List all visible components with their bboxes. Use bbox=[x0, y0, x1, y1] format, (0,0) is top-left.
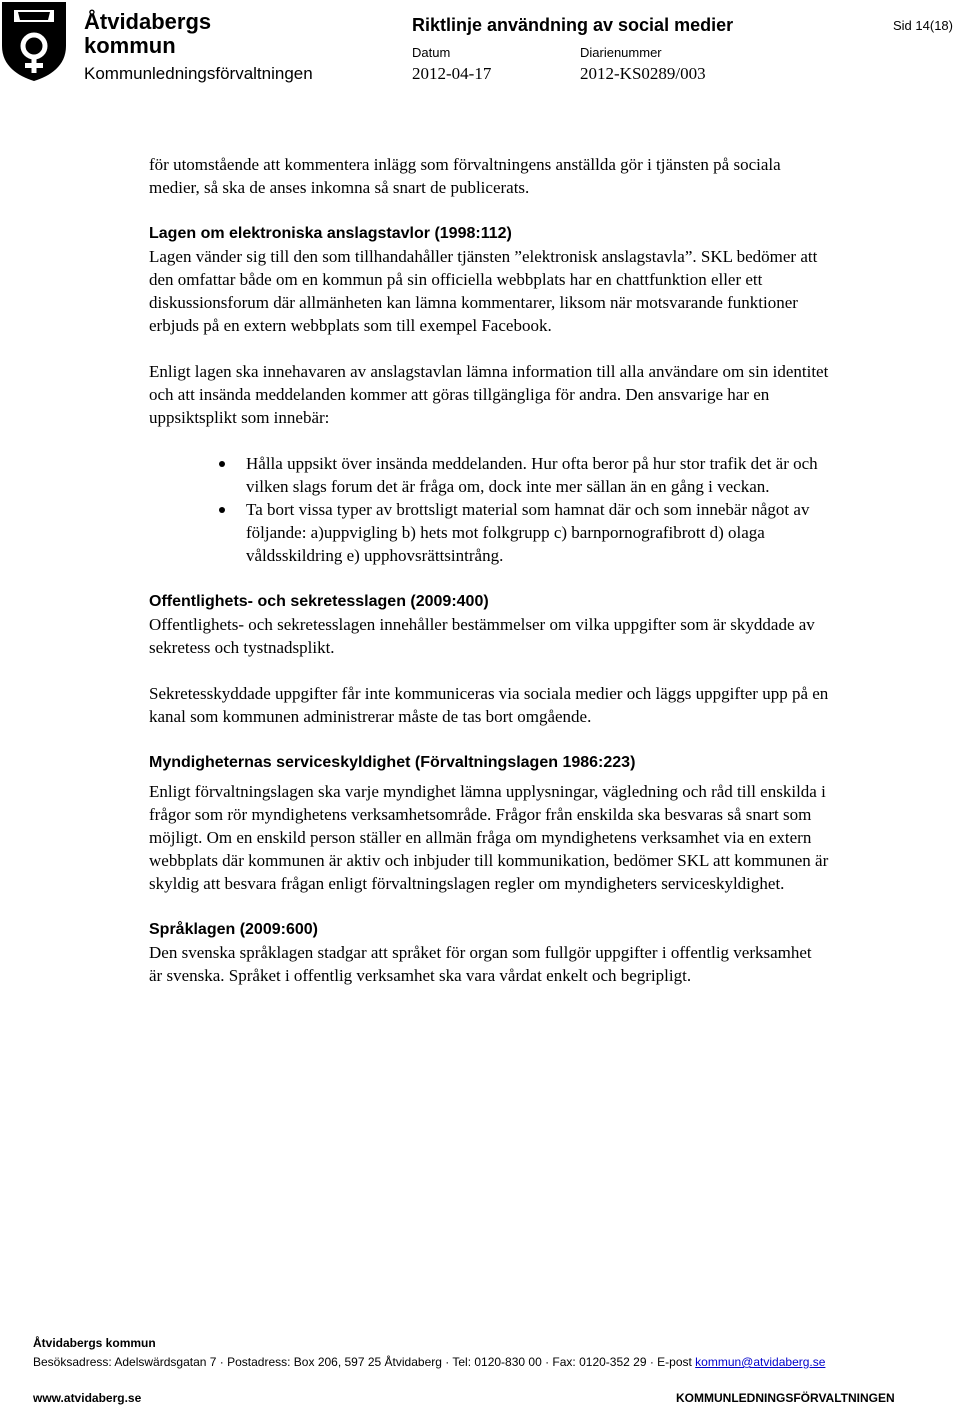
footer-website[interactable]: www.atvidaberg.se bbox=[33, 1391, 142, 1405]
page-number: Sid 14(18) bbox=[893, 18, 953, 33]
bullet-item: Ta bort vissa typer av brottsligt material som hamnat där och som innebär något av följande: a)uppvigling b) hets mot folkgrupp c) barnpornografibrott d) olaga våldsskildring e) upphovsrättsintrång. bbox=[149, 498, 829, 567]
footer-org: Åtvidabergs kommun bbox=[33, 1336, 156, 1350]
footer-address: Besöksadress: Adelswärdsgatan 7 · Postadress: Box 206, 597 25 Åtvidaberg · Tel: 0120-830 00 · Fax: 0120-352 29 · E-post bbox=[33, 1355, 696, 1369]
org-name-line1: Åtvidabergs bbox=[84, 9, 212, 34]
paragraph: Offentlighets- och sekretesslagen innehåller bestämmelser om vilka uppgifter som är skyddade av sekretess och tystnadsplikt. bbox=[149, 615, 815, 657]
section-heading-sekretesslagen: Offentlighets- och sekretesslagen (2009:400) bbox=[149, 593, 489, 610]
municipality-logo bbox=[0, 0, 68, 82]
org-name bbox=[84, 10, 211, 58]
intro-paragraph: för utomstående att kommentera inlägg som förvaltningens anställda gör i tjänsten på sociala medier, så ska de anses inkomna så snart de publicerats. bbox=[149, 155, 781, 197]
bullet-list bbox=[149, 452, 829, 567]
paragraph: Lagen vänder sig till den som tillhandahåller tjänsten ”elektronisk anslagstavla”. SKL bedömer att den omfattar både om en kommun på sin officiella webbplats har en chattfunktion eller ett diskussionsforum där allmänheten kan lämna kommentarer, liksom när motsvarande funktioner erbjuds på en extern webbplats som till exempel Facebook. bbox=[149, 247, 818, 335]
paragraph: Enligt lagen ska innehavaren av anslagstavlan lämna information till alla användare om sin identitet och att insända meddelanden kommer att göras tillgängliga för andra. Den ansvarige har en uppsiktsplikt som innebär: bbox=[149, 362, 829, 427]
paragraph: Enligt förvaltningslagen ska varje myndighet lämna upplysningar, vägledning och råd till enskilda i frågor som rör myndighetens verksamhetsområde. Frågor från enskilda ska besvaras så snart som möjligt. Om en enskild person ställer en allmän fråga om myndighetens verksamhet via en extern webbplats där kommunen är aktiv och inbjuder till kommunikation, bedömer SKL att kommunen är skyldig att besvara frågan enligt förvaltningslagen regler om myndigheters serviceskyldighet. bbox=[149, 782, 829, 893]
date-value: 2012-04-17 bbox=[412, 64, 492, 83]
date-label: Datum bbox=[412, 45, 451, 60]
org-department: Kommunledningsförvaltningen bbox=[84, 64, 313, 83]
document-body bbox=[149, 153, 829, 987]
document-title: Riktlinje användning av social medier bbox=[412, 15, 734, 35]
section-heading-spraklagen: Språklagen (2009:600) bbox=[149, 921, 318, 938]
section-heading-serviceskyldighet: Myndigheternas serviceskyldighet (Förvaltningslagen 1986:223) bbox=[149, 754, 636, 771]
paragraph: Den svenska språklagen stadgar att språket för organ som fullgör uppgifter i offentlig verksamhet är svenska. Språket i offentlig verksamhet ska vara vårdat enkelt och begripligt. bbox=[149, 943, 812, 985]
paragraph: Sekretesskyddade uppgifter får inte kommuniceras via sociala medier och läggs uppgifter upp på en kanal som kommunen administrerar måste de tas bort omgående. bbox=[149, 684, 829, 726]
reg-number-value: 2012-KS0289/003 bbox=[580, 64, 706, 83]
footer-department: KOMMUNLEDNINGSFÖRVALTNINGEN bbox=[676, 1391, 895, 1405]
section-heading-anslagstavlor: Lagen om elektroniska anslagstavlor (1998:112) bbox=[149, 225, 512, 242]
org-name-line2: kommun bbox=[84, 33, 176, 58]
footer-address-line bbox=[33, 1355, 923, 1369]
bullet-item: Hålla uppsikt över insända meddelanden. Hur ofta beror på hur stor trafik det är och vilken slags forum det är fråga om, dock inte mer sällan än en gång i veckan. bbox=[149, 452, 829, 498]
reg-number-label: Diarienummer bbox=[580, 45, 662, 60]
footer-email-link[interactable]: kommun@atvidaberg.se bbox=[695, 1355, 826, 1369]
